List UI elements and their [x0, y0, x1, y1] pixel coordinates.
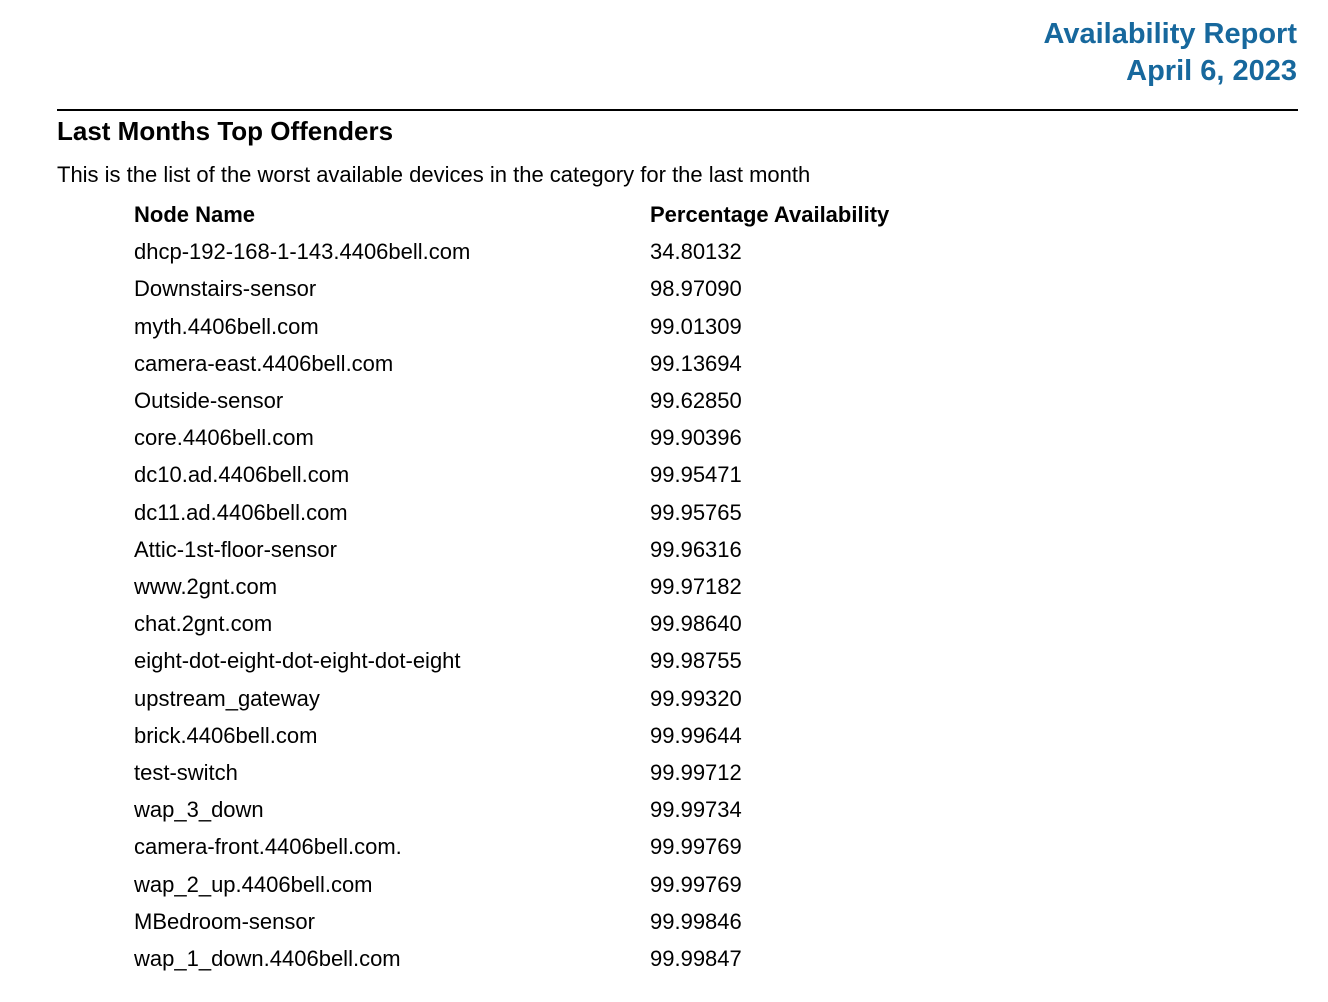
section-heading: Last Months Top Offenders: [57, 116, 394, 146]
table-row: [134, 382, 1234, 419]
availability-cell: 99.99644: [650, 722, 742, 748]
table-row: [134, 940, 1234, 977]
table-row: [134, 866, 1234, 903]
node-name-cell: www.2gnt.com: [134, 574, 278, 600]
table-row: [134, 680, 1234, 717]
table-body: [134, 233, 1234, 977]
table-row: [134, 345, 1234, 382]
availability-cell: 34.80132: [650, 239, 742, 265]
table-row: [134, 791, 1234, 828]
node-name-cell: upstream_gateway: [134, 685, 320, 711]
availability-cell: 99.99712: [650, 760, 742, 786]
availability-cell: 99.99320: [650, 685, 742, 711]
report-date: April 6, 2023: [1126, 55, 1297, 87]
availability-cell: 99.13694: [650, 350, 742, 376]
column-header-percentage-availability: Percentage Availability: [650, 202, 890, 227]
section-description: This is the list of the worst available devices in the category for the last month: [57, 162, 811, 187]
availability-cell: 99.99846: [650, 908, 742, 934]
table-row: [134, 568, 1234, 605]
availability-cell: 99.96316: [650, 536, 742, 562]
node-name-cell: dhcp-192-168-1-143.4406bell.com: [134, 239, 471, 265]
availability-cell: 99.99734: [650, 797, 742, 823]
table-row: [134, 717, 1234, 754]
availability-cell: 99.01309: [650, 313, 742, 339]
table-row: [134, 419, 1234, 456]
table-row: [134, 233, 1234, 270]
availability-cell: 99.98755: [650, 648, 742, 674]
node-name-cell: core.4406bell.com: [134, 425, 314, 451]
table-row: [134, 903, 1234, 940]
table-row: [134, 456, 1234, 493]
node-name-cell: dc11.ad.4406bell.com: [134, 499, 348, 525]
table-row: [134, 754, 1234, 791]
node-name-cell: Attic-1st-floor-sensor: [134, 536, 337, 562]
availability-cell: 99.95471: [650, 462, 742, 488]
availability-cell: 99.99769: [650, 871, 742, 897]
table-row: [134, 308, 1234, 345]
node-name-cell: MBedroom-sensor: [134, 908, 315, 934]
table-row: [134, 828, 1234, 865]
node-name-cell: wap_3_down: [134, 797, 264, 823]
node-name-cell: chat.2gnt.com: [134, 611, 273, 637]
node-name-cell: brick.4406bell.com: [134, 722, 318, 748]
table-row: [134, 605, 1234, 642]
node-name-cell: camera-front.4406bell.com.: [134, 834, 402, 860]
report-title-block: [1043, 16, 1297, 90]
table-row: [134, 494, 1234, 531]
node-name-cell: wap_1_down.4406bell.com: [134, 946, 401, 972]
divider-rule: [57, 109, 1298, 111]
availability-cell: 99.90396: [650, 425, 742, 451]
availability-table: [134, 196, 1234, 977]
column-header-node-name: Node Name: [134, 202, 256, 227]
availability-cell: 99.97182: [650, 574, 742, 600]
table-row: [134, 270, 1234, 307]
node-name-cell: camera-east.4406bell.com: [134, 350, 394, 376]
availability-cell: 99.95765: [650, 499, 742, 525]
node-name-cell: Downstairs-sensor: [134, 276, 317, 302]
availability-cell: 99.99769: [650, 834, 742, 860]
availability-cell: 99.99847: [650, 946, 742, 972]
report-title: Availability Report: [1043, 18, 1297, 50]
node-name-cell: dc10.ad.4406bell.com: [134, 462, 350, 488]
node-name-cell: test-switch: [134, 760, 238, 786]
table-row: [134, 531, 1234, 568]
table-header-row: [134, 196, 1234, 233]
availability-cell: 98.97090: [650, 276, 742, 302]
node-name-cell: eight-dot-eight-dot-eight-dot-eight: [134, 648, 461, 674]
node-name-cell: wap_2_up.4406bell.com: [134, 871, 373, 897]
node-name-cell: Outside-sensor: [134, 388, 284, 414]
availability-cell: 99.98640: [650, 611, 742, 637]
availability-cell: 99.62850: [650, 388, 742, 414]
table-row: [134, 642, 1234, 679]
node-name-cell: myth.4406bell.com: [134, 313, 319, 339]
